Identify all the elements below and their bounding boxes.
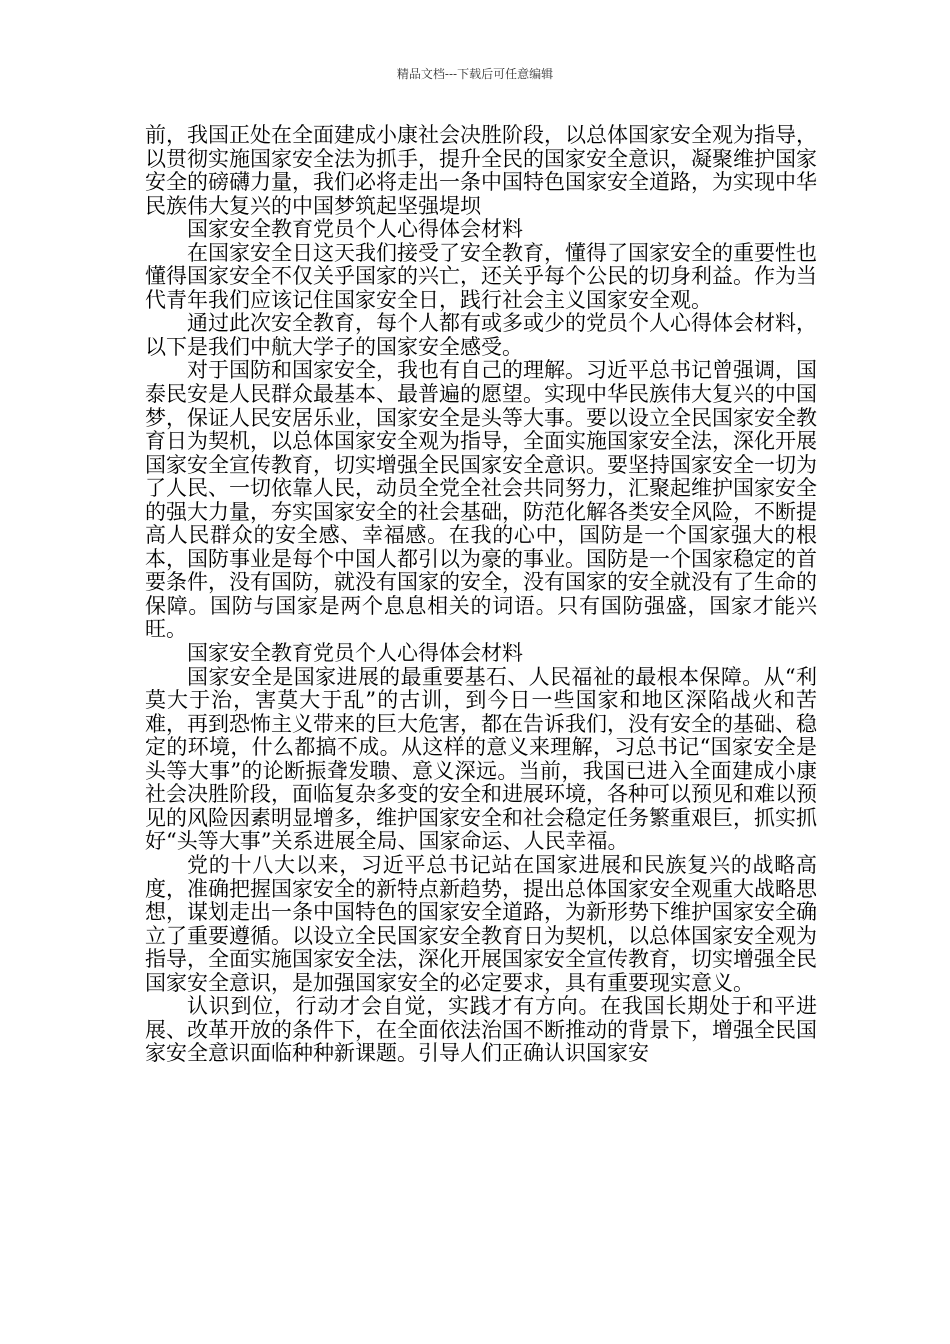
paragraph: 通过此次安全教育，每个人都有或多或少的党员个人心得体会材料，以下是我们中航大学子的国家安全感受。	[145, 311, 817, 359]
document-body	[145, 124, 817, 1066]
section-title: 国家安全教育党员个人心得体会材料	[187, 641, 523, 666]
paragraph: 对于国防和国家安全，我也有自己的理解。习近平总书记曾强调，国泰民安是人民群众最基本、最普遍的愿望。实现中华民族伟大复兴的中国梦，保证人民安居乐业，国家安全是头等大事。要以设立全民国家安全教育日为契机，以总体国家安全观为指导，全面实施国家安全法，深化开展国家安全宣传教育，切实增强全民国家安全意识。要坚持国家安全一切为了人民、一切依靠人民，动员全党全社会共同努力，汇聚起维护国家安全的强大力量，夯实国家安全的社会基础，防范化解各类安全风险，不断提高人民群众的安全感、幸福感。在我的心中，国防是一个国家强大的根本，国防事业是每个中国人都引以为豪的事业。国防是一个国家稳定的首要条件，没有国防，就没有国家的安全，没有国家的安全就没有了生命的保障。国防与国家是两个息息相关的词语。只有国防强盛，国家才能兴旺。	[145, 358, 817, 642]
page-header: 精品文档---下载后可任意编辑	[396, 67, 554, 81]
paragraph: 国家安全是国家进展的最重要基石、人民福祉的最根本保障。从“利莫大于治，害莫大于乱”的古训，到今日一些国家和地区深陷战火和苦难，再到恐怖主义带来的巨大危害，都在告诉我们，没有安全的基础、稳定的环境，什么都搞不成。从这样的意义来理解，习总书记“国家安全是头等大事”的论断振聋发聩、意义深远。当前，我国已进入全面建成小康社会决胜阶段，面临复杂多变的安全和进展环境，各种可以预见和难以预见的风险因素明显增多，维护国家安全和社会稳定任务繁重艰巨，抓实抓好“头等大事”关系进展全局、国家命运、人民幸福。	[145, 664, 817, 854]
paragraph-continuation: 前，我国正处在全面建成小康社会决胜阶段，以总体国家安全观为指导，以贯彻实施国家安全法为抓手，提升全民的国家安全意识，凝聚维护国家安全的磅礴力量，我们必将走出一条中国特色国家安全道路，为实现中华民族伟大复兴的中国梦筑起坚强堤坝	[145, 123, 817, 218]
paragraph: 认识到位，行动才会自觉，实践才有方向。在我国长期处于和平进展、改革开放的条件下，在全面依法治国不断推动的背景下，增强全民国家安全意识面临种种新课题。引导人们正确认识国家安	[145, 994, 817, 1066]
section-title: 国家安全教育党员个人心得体会材料	[187, 217, 523, 242]
paragraph: 在国家安全日这天我们接受了安全教育，懂得了国家安全的重要性也懂得国家安全不仅关乎国家的兴亡，还关乎每个公民的切身利益。作为当代青年我们应该记住国家安全日，践行社会主义国家安全观。	[145, 240, 817, 312]
paragraph: 党的十八大以来，习近平总书记站在国家进展和民族复兴的战略高度，准确把握国家安全的新特点新趋势，提出总体国家安全观重大战略思想，谋划走出一条中国特色的国家安全道路，为新形势下维护国家安全确立了重要遵循。以设立全民国家安全教育日为契机，以总体国家安全观为指导，全面实施国家安全法，深化开展国家安全宣传教育，切实增强全民国家安全意识，是加强国家安全的必定要求，具有重要现实意义。	[145, 852, 817, 995]
